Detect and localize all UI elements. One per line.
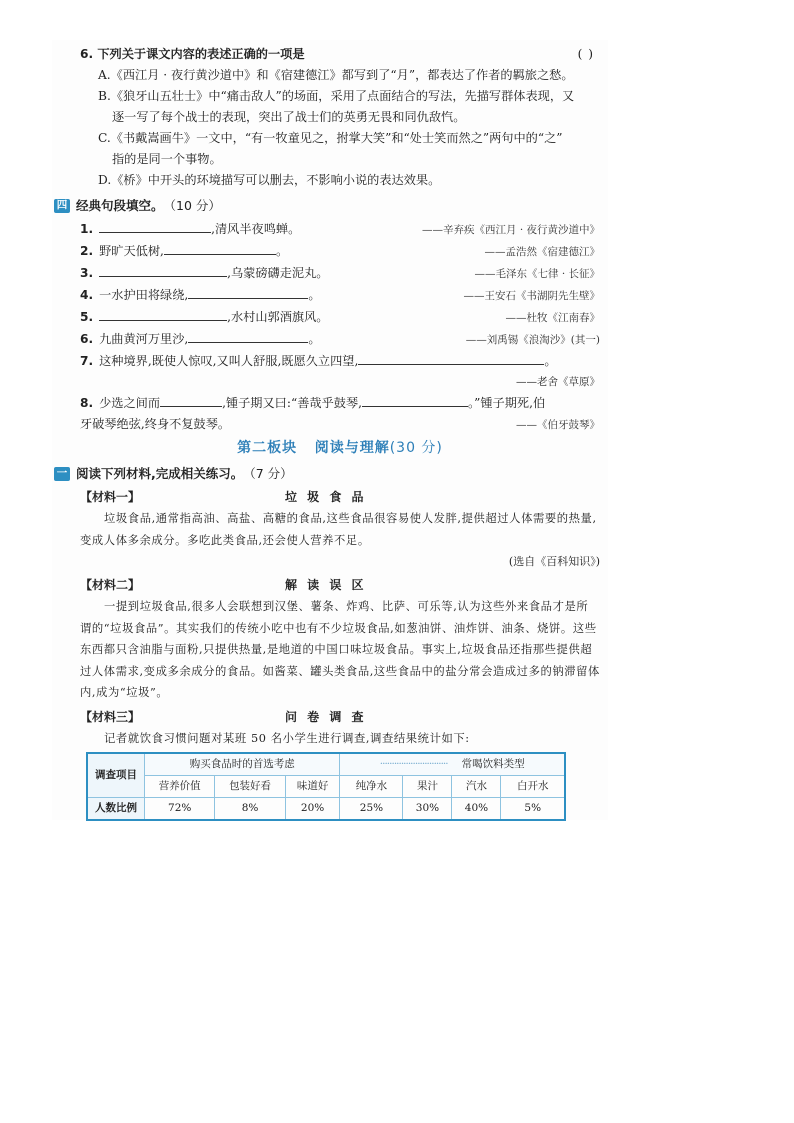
fill-item (80, 329, 600, 351)
fill-item (80, 307, 600, 329)
fill-number: 8. (80, 396, 94, 410)
section-title: 经典句段填空。 (76, 198, 164, 213)
table-cell: 25% (340, 798, 403, 821)
answer-blank[interactable] (164, 241, 276, 255)
table-columns-row (87, 776, 565, 798)
material-label: 【材料二】 (80, 578, 141, 592)
block-2-title (80, 438, 600, 459)
fill-text: ,锺子期又曰:“善哉乎鼓琴, (222, 396, 363, 410)
fill-item-8-cont (80, 414, 600, 436)
survey-table (86, 752, 566, 821)
group-header-food: 购买食品时的首选考虑 (145, 753, 340, 776)
table-cell: 30% (403, 798, 452, 821)
fill-source: ——王安石《书湖阴先生壁》 (463, 290, 600, 302)
fill-source: ——孟浩然《宿建德江》 (484, 246, 600, 258)
option-b-text-cont: 逐一写了每个战士的表现，突出了战士们的英勇无畏和同仇敌忾。 (112, 110, 466, 124)
material-1-heading (80, 487, 600, 508)
answer-blank[interactable] (99, 263, 227, 277)
question-text: 下列关于课文内容的表述正确的一项是 (97, 47, 305, 61)
table-values-row (87, 798, 565, 821)
fill-item-7 (80, 351, 600, 372)
answer-blank[interactable] (99, 307, 227, 321)
fill-text: 野旷天低树, (99, 244, 164, 258)
column-header: 果汁 (403, 776, 452, 798)
fill-item-8 (80, 393, 600, 414)
column-header: 包装好看 (215, 776, 285, 798)
option-d[interactable] (80, 170, 600, 191)
fill-text: 九曲黄河万里沙, (99, 332, 189, 346)
table-header-row (87, 753, 565, 776)
section-score: （7 分） (243, 466, 293, 481)
material-2-paragraph: 一提到垃圾食品,很多人会联想到汉堡、薯条、炸鸡、比萨、可乐等,认为这些外来食品才是所谓的“垃圾食品”。其实我们的传统小吃中也有不少垃圾食品,如葱油饼、油炸饼、油条、烧饼。这些东西都只含油脂与面粉,只提供热量,是地道的中国口味垃圾食品。事实上,垃圾食品还指那些提供超过人体需求,变成多余成分的食品。如酱菜、罐头类食品,这些食品中的盐分常会造成过多的钠滞留体内,成为“垃圾”。 (80, 600, 600, 699)
section-title: 阅读下列材料,完成相关练习。 (76, 466, 244, 481)
section-4-heading (54, 195, 600, 216)
material-label: 【材料一】 (80, 490, 141, 504)
material-3-heading (80, 707, 600, 728)
fill-source: ——杜牧《江南春》 (505, 312, 600, 324)
fill-source: ——刘禹锡《浪淘沙》(其一) (465, 334, 600, 346)
option-c[interactable] (80, 128, 600, 170)
option-b-text: B.《狼牙山五壮士》中“痛击敌人”的场面，采用了点面结合的写法，先描写群体表现，又 (98, 89, 575, 103)
page-content (56, 44, 600, 821)
fill-text-end: 。 (308, 288, 321, 302)
fill-number: 7. (80, 354, 94, 368)
answer-blank[interactable] (188, 285, 308, 299)
table-cell: 5% (501, 798, 565, 821)
option-a-text: A.《西江月 · 夜行黄沙道中》和《宿建德江》都写到了“月”，都表达了作者的羁旅之愁。 (98, 68, 574, 82)
fill-source: ——《伯牙鼓琴》 (516, 419, 600, 431)
option-c-text: C.《书戴嵩画牛》一文中，“有一牧童见之，拊掌大笑”和“处士笑而然之”两句中的“之” (98, 131, 563, 145)
option-c-text-cont: 指的是同一个事物。 (112, 152, 222, 166)
material-3-paragraph: 记者就饮食习惯问题对某班 50 名小学生进行调查,调查结果统计如下: (104, 731, 470, 745)
column-header: 白开水 (501, 776, 565, 798)
fill-text: 牙破琴绝弦,终身不复鼓琴。 (80, 417, 231, 431)
fill-text: 一水护田将绿绕, (99, 288, 189, 302)
material-title: 问 卷 调 查 (285, 709, 367, 724)
fill-text: 这种境界,既使人惊叹,又叫人舒服,既愿久立四望, (99, 354, 359, 368)
answer-blank[interactable] (99, 219, 211, 233)
material-2-heading (80, 575, 600, 596)
section-badge: 四 (54, 199, 70, 213)
fill-item (80, 263, 600, 285)
column-header: 味道好 (285, 776, 340, 798)
table-cell: 40% (452, 798, 501, 821)
fill-text-end: 。 (275, 244, 289, 258)
fill-text: 少选之间而 (99, 396, 161, 410)
group-header-drink-text: 常喝饮料类型 (461, 758, 525, 770)
fill-text: ,水村山郭酒旗风。 (227, 310, 329, 324)
fill-number: 1. (80, 222, 94, 236)
column-header: 纯净水 (340, 776, 403, 798)
fill-item (80, 241, 600, 263)
table-cell: 20% (285, 798, 340, 821)
column-header: 营养价值 (145, 776, 215, 798)
dotted-leader: ····························· (379, 758, 448, 770)
answer-blank[interactable] (188, 329, 308, 343)
material-title: 解 读 误 区 (285, 578, 367, 592)
fill-number: 6. (80, 332, 94, 346)
fill-7-source: ——老舍《草原》 (516, 376, 600, 388)
answer-parentheses[interactable]: ( ) (577, 47, 594, 61)
row-header-ratio: 人数比例 (87, 798, 145, 821)
block-title-main: 第二板块 (237, 440, 298, 456)
fill-number: 4. (80, 288, 94, 302)
row-header-item: 调查项目 (87, 753, 145, 798)
fill-text-end: 。 (308, 332, 321, 346)
answer-blank[interactable] (362, 393, 468, 407)
fill-source: ——毛泽东《七律 · 长征》 (474, 268, 600, 280)
column-header: 汽水 (452, 776, 501, 798)
option-d-text: D.《桥》中开头的环境描写可以删去，不影响小说的表达效果。 (98, 173, 441, 187)
fill-number: 2. (80, 244, 94, 258)
option-a[interactable] (80, 65, 600, 86)
fill-item (80, 219, 600, 241)
section-1-heading (54, 463, 600, 484)
option-b[interactable] (80, 86, 600, 128)
material-title: 垃 圾 食 品 (285, 490, 367, 504)
question-6-stem (80, 44, 600, 65)
group-header-drink (340, 753, 565, 776)
fill-item (80, 285, 600, 307)
fill-text: 。”锺子期死,伯 (468, 396, 546, 410)
fill-source: ——辛弃疾《西江月 · 夜行黄沙道中》 (421, 224, 600, 236)
material-1-paragraph: 垃圾食品,通常指高油、高盐、高糖的食品,这些食品很容易使人发胖,提供超过人体需要的热量,变成人体多余成分。多吃此类食品,还会使人营养不足。 (80, 512, 597, 547)
block-title-sub: 阅读与理解 (314, 440, 390, 456)
fill-text: ,乌蒙磅礴走泥丸。 (227, 266, 329, 280)
material-label: 【材料三】 (80, 709, 141, 724)
material-1-source: (选自《百科知识》) (508, 555, 600, 568)
answer-blank[interactable] (358, 351, 544, 365)
section-badge: 一 (54, 467, 70, 481)
question-number: 6. (80, 47, 94, 61)
table-cell: 72% (145, 798, 215, 821)
section-score: （10 分） (163, 198, 221, 213)
fill-text-end: 。 (544, 354, 557, 368)
table-cell: 8% (215, 798, 285, 821)
fill-text: ,清风半夜鸣蝉。 (211, 222, 301, 236)
answer-blank[interactable] (160, 393, 222, 407)
fill-number: 5. (80, 310, 94, 324)
fill-number: 3. (80, 266, 94, 280)
block-score: (30 分) (389, 440, 443, 456)
